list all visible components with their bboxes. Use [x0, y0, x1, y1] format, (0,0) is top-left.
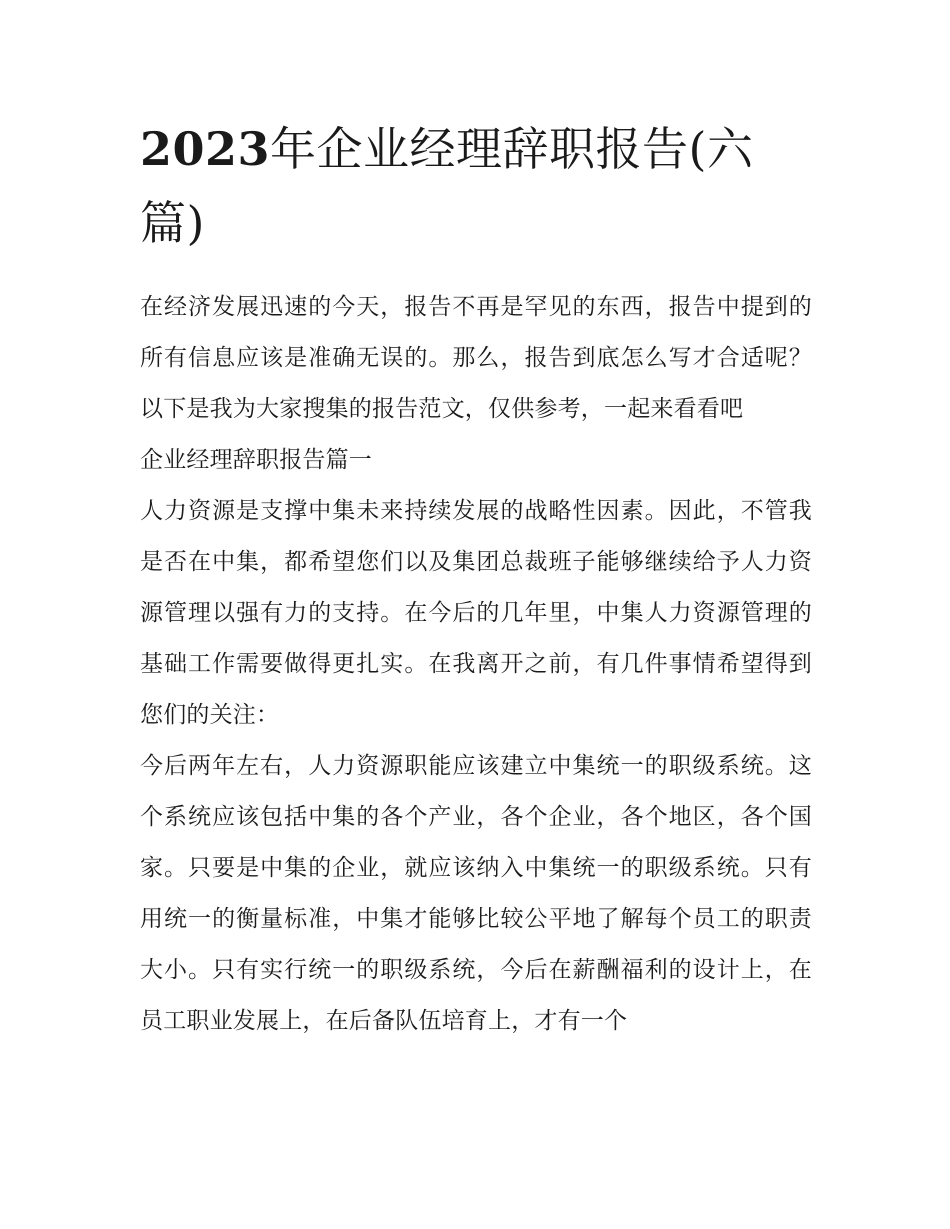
title-year: 2023	[140, 122, 271, 176]
intro-paragraph: 在经济发展迅速的今天，报告不再是罕见的东西，报告中提到的所有信息应该是准确无误的。那么，报告到底怎么写才合适呢？以下是我为大家搜集的报告范文，仅供参考，一起来看看吧	[140, 294, 812, 422]
body-paragraph: 今后两年左右，人力资源职能应该建立中集统一的职级系统。这个系统应该包括中集的各个产业，各个企业，各个地区，各个国家。只要是中集的企业，就应该纳入中集统一的职级系统。只有用统一的衡量标准，中集才能够比较公平地了解每个员工的职责大小。只有实行统一的职级系统，今后在薪酬福利的设计上，在员工职业发展上，在后备队伍培育上，才有一个	[140, 753, 812, 1034]
document-body	[140, 112, 812, 1047]
body-paragraph: 人力资源是支撑中集未来持续发展的战略性因素。因此，不管我是否在中集，都希望您们以及集团总裁班子能够继续给予人力资源管理以强有力的支持。在今后的几年里，中集人力资源管理的基础工作需要做得更扎实。在我离开之前，有几件事情希望得到您们的关注：	[140, 498, 812, 728]
section-heading: 企业经理辞职报告篇一	[140, 447, 372, 473]
title-text: 年企业经理辞职报告(六篇)	[140, 122, 754, 250]
document-title	[140, 112, 812, 260]
